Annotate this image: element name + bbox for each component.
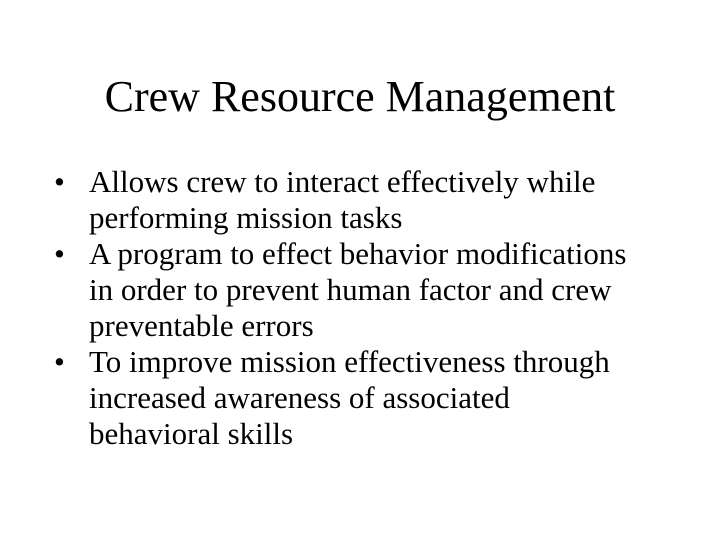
bullet-dot-icon: • xyxy=(54,236,65,271)
bullet-item xyxy=(54,344,674,452)
bullet-text: Allows crew to interact effectively while performing mission tasks xyxy=(89,164,596,235)
bullet-text: A program to effect behavior modifications in order to prevent human factor and crew preventable errors xyxy=(89,236,627,343)
bullet-item xyxy=(54,236,674,344)
bullet-item xyxy=(54,164,674,236)
bullet-dot-icon: • xyxy=(54,164,65,199)
bullet-dot-icon: • xyxy=(54,344,65,379)
slide-title: Crew Resource Management xyxy=(104,72,616,121)
bullet-text: To improve mission effectiveness through increased awareness of associated behavioral skills xyxy=(89,344,610,451)
bullet-list xyxy=(54,164,674,452)
